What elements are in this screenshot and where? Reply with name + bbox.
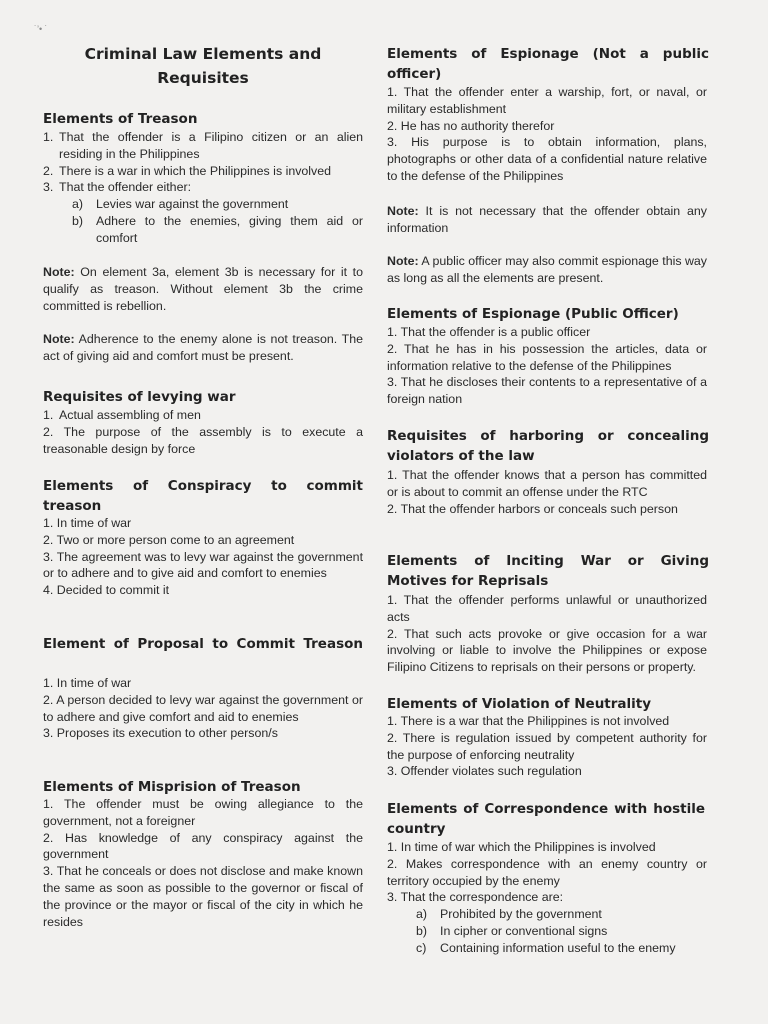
item-text: That the offender is a public officer bbox=[400, 325, 591, 339]
corner-marks: ˙’• ˙ bbox=[34, 24, 48, 34]
item-text: Offender violates such regulation bbox=[400, 764, 582, 779]
item-number: 3. bbox=[387, 890, 398, 905]
correspondence-list bbox=[387, 839, 707, 957]
sub-label: b) bbox=[72, 213, 84, 228]
sub-text: Levies war against the government bbox=[96, 197, 289, 212]
item-text: In time of war bbox=[56, 516, 132, 530]
item-text: That he conceals or does not disclose and make known the same as soon as possible to the governor or fiscal of the province or the mayor or fiscal of the city in which he resides bbox=[43, 864, 363, 929]
sub-label: a) bbox=[72, 197, 84, 212]
list-item bbox=[43, 129, 363, 163]
levying-list bbox=[43, 407, 363, 457]
list-item bbox=[43, 675, 363, 692]
list-item bbox=[387, 713, 707, 730]
conspiracy-list bbox=[43, 515, 363, 599]
heading-requisites-of-harboring: Requisites of harboring or concealing violators of the law bbox=[387, 428, 709, 464]
sub-item bbox=[387, 940, 707, 957]
sub-text: Adhere to the enemies, giving them aid or comfort bbox=[96, 213, 363, 245]
item-number: 1. bbox=[43, 516, 54, 530]
neutrality-list bbox=[387, 713, 707, 780]
heading-element-of-proposal: Element of Proposal to Commit Treason bbox=[43, 636, 363, 652]
page-title bbox=[43, 42, 363, 90]
item-text: The offender must be owing allegiance to the government, not a foreigner bbox=[43, 797, 363, 828]
item-number: 1. bbox=[43, 676, 54, 690]
item-number: 4. bbox=[43, 583, 54, 598]
item-number: 2. bbox=[43, 692, 54, 707]
item-text: Two or more person come to an agreement bbox=[56, 532, 295, 547]
item-text: In time of war which the Philippines is involved bbox=[400, 840, 656, 854]
item-text: That he has in his possession the articles, data or information relative to the defense of the Philippines bbox=[387, 341, 707, 373]
list-item bbox=[387, 324, 707, 341]
item-text: That such acts provoke or give occasion for a war involving or liable to involve the Philippines or expose Filipino Citizens to reprisals on their persons or property. bbox=[387, 626, 707, 675]
item-text: Has knowledge of any conspiracy against the government bbox=[43, 830, 363, 862]
item-text: That the offender performs unlawful or unauthorized acts bbox=[387, 593, 707, 624]
item-text: Proposes its execution to other person/s bbox=[56, 726, 278, 741]
heading-elements-of-correspondence: Elements of Correspondence with hostile country bbox=[387, 801, 705, 837]
espionage-np-list bbox=[387, 84, 707, 185]
sub-label: c) bbox=[416, 940, 427, 955]
heading-elements-of-conspiracy: Elements of Conspiracy to commit treason bbox=[43, 478, 363, 514]
list-item bbox=[387, 374, 707, 408]
item-text: Actual assembling of men bbox=[59, 408, 201, 422]
item-number: 3. bbox=[43, 864, 54, 879]
item-text: That the offender enter a warship, fort, or naval, or military establishment bbox=[387, 85, 707, 116]
item-number: 3. bbox=[43, 549, 54, 564]
list-item bbox=[43, 424, 363, 458]
heading-elements-of-violation-of-neutrality: Elements of Violation of Neutrality bbox=[387, 696, 652, 712]
item-number: 2. bbox=[43, 163, 54, 178]
note-text: Adherence to the enemy alone is not treason. The act of giving aid and comfort must be present. bbox=[43, 332, 363, 363]
sub-item bbox=[43, 196, 363, 213]
item-number: 3. bbox=[387, 375, 398, 390]
item-number: 2. bbox=[387, 341, 398, 356]
item-number: 2. bbox=[387, 856, 398, 871]
heading-elements-of-misprision: Elements of Misprision of Treason bbox=[43, 779, 301, 795]
item-number: 2. bbox=[387, 730, 398, 745]
note-label: Note: bbox=[387, 254, 419, 268]
sub-item bbox=[43, 213, 363, 247]
list-item bbox=[387, 501, 707, 518]
item-text: His purpose is to obtain information, plans, photographs or other data of a confidential nature relative to the defense of the Philippines bbox=[387, 135, 707, 183]
note-label: Note: bbox=[43, 332, 75, 346]
item-number: 1. bbox=[387, 85, 398, 99]
harboring-list bbox=[387, 467, 707, 517]
item-text: He has no authority therefor bbox=[400, 118, 555, 133]
sub-item bbox=[387, 923, 707, 940]
sub-item bbox=[387, 906, 707, 923]
item-number: 3. bbox=[43, 726, 54, 741]
list-item bbox=[43, 532, 363, 549]
item-text: The purpose of the assembly is to execute a treasonable design by force bbox=[43, 424, 364, 456]
list-item bbox=[387, 730, 707, 764]
inciting-list bbox=[387, 592, 707, 676]
item-text: That the offender either: bbox=[59, 180, 192, 195]
list-item bbox=[387, 84, 707, 118]
item-number: 1. bbox=[387, 714, 398, 728]
item-number: 1. bbox=[43, 408, 54, 422]
list-item bbox=[387, 118, 707, 135]
item-number: 2. bbox=[43, 424, 54, 439]
sub-label: a) bbox=[416, 907, 428, 922]
list-item bbox=[387, 839, 707, 856]
item-number: 3. bbox=[387, 764, 398, 779]
list-item bbox=[387, 626, 707, 676]
note-label: Note: bbox=[387, 204, 419, 218]
list-item bbox=[43, 830, 363, 864]
note-label: Note: bbox=[43, 265, 75, 279]
heading-elements-of-treason: Elements of Treason bbox=[43, 111, 198, 127]
treason-note-2 bbox=[43, 331, 363, 365]
item-text: In time of war bbox=[56, 676, 132, 690]
list-item bbox=[387, 134, 707, 184]
sub-label: b) bbox=[416, 923, 428, 938]
list-item bbox=[43, 692, 363, 726]
list-item bbox=[43, 582, 363, 599]
item-number: 2. bbox=[43, 830, 54, 845]
page-title-line2: Requisites bbox=[157, 69, 249, 87]
item-number: 1. bbox=[43, 797, 54, 811]
list-item bbox=[43, 163, 363, 180]
item-text: That the offender harbors or conceals such person bbox=[400, 501, 678, 516]
item-text: A person decided to levy war against the government or to adhere and give comfort and aid to enemies bbox=[43, 692, 363, 724]
item-number: 1. bbox=[387, 325, 398, 339]
list-item bbox=[43, 549, 363, 583]
list-item bbox=[43, 515, 363, 532]
item-text: That the offender knows that a person has committed or is about to commit an offense under the RTC bbox=[387, 468, 708, 499]
item-text: There is regulation issued by competent authority for the purpose of enforcing neutrality bbox=[387, 730, 707, 762]
item-text: Makes correspondence with an enemy country or territory occupied by the enemy bbox=[387, 856, 707, 888]
proposal-list bbox=[43, 675, 363, 742]
item-text: The agreement was to levy war against the government or to adhere and to give aid and comfort to enemies bbox=[43, 549, 364, 581]
list-item bbox=[387, 467, 707, 501]
item-text: That the correspondence are: bbox=[400, 890, 564, 905]
item-text: Decided to commit it bbox=[56, 583, 170, 598]
list-item bbox=[43, 407, 363, 424]
note-text: On element 3a, element 3b is necessary for it to qualify as treason. Without element 3b the crime committed is rebellion. bbox=[43, 265, 363, 313]
sub-text: In cipher or conventional signs bbox=[440, 923, 608, 938]
misprision-list bbox=[43, 796, 363, 930]
espionage-note-2 bbox=[387, 253, 707, 287]
item-number: 3. bbox=[43, 180, 54, 195]
heading-espionage-public-officer: Elements of Espionage (Public Officer) bbox=[387, 306, 679, 322]
heading-elements-of-inciting-war: Elements of Inciting War or Giving Motives for Reprisals bbox=[387, 553, 709, 589]
list-item bbox=[43, 179, 363, 196]
item-number: 1. bbox=[387, 593, 398, 607]
treason-note-1 bbox=[43, 264, 363, 314]
list-item bbox=[43, 796, 363, 830]
item-number: 1. bbox=[387, 468, 398, 482]
list-item bbox=[387, 763, 707, 780]
item-number: 2. bbox=[387, 626, 398, 641]
note-text: It is not necessary that the offender obtain any information bbox=[387, 204, 707, 235]
item-text: There is a war that the Philippines is not involved bbox=[400, 714, 670, 728]
sub-text: Containing information useful to the enemy bbox=[440, 940, 676, 955]
list-item bbox=[387, 889, 707, 906]
item-text: That the offender is a Filipino citizen or an alien residing in the Philippines bbox=[59, 130, 363, 161]
item-number: 2. bbox=[43, 532, 54, 547]
page-title-line1: Criminal Law Elements and bbox=[84, 45, 322, 63]
list-item bbox=[43, 863, 363, 930]
espionage-note-1 bbox=[387, 203, 707, 237]
list-item bbox=[387, 341, 707, 375]
note-text: A public officer may also commit espionage this way as long as all the elements are present. bbox=[387, 254, 708, 285]
treason-list bbox=[43, 129, 363, 247]
item-number: 3. bbox=[387, 135, 398, 150]
sub-text: Prohibited by the government bbox=[440, 907, 602, 922]
list-item bbox=[43, 725, 363, 742]
item-number: 2. bbox=[387, 501, 398, 516]
item-number: 2. bbox=[387, 118, 398, 133]
item-number: 1. bbox=[387, 840, 398, 854]
list-item bbox=[387, 592, 707, 626]
item-text: There is a war in which the Philippines is involved bbox=[59, 163, 332, 178]
list-item bbox=[387, 856, 707, 890]
item-number: 1. bbox=[43, 130, 54, 144]
heading-requisites-of-levying-war: Requisites of levying war bbox=[43, 389, 236, 405]
espionage-po-list bbox=[387, 324, 707, 408]
item-text: That he discloses their contents to a representative of a foreign nation bbox=[387, 375, 707, 407]
heading-espionage-not-public-officer: Elements of Espionage (Not a public officer) bbox=[387, 46, 709, 82]
